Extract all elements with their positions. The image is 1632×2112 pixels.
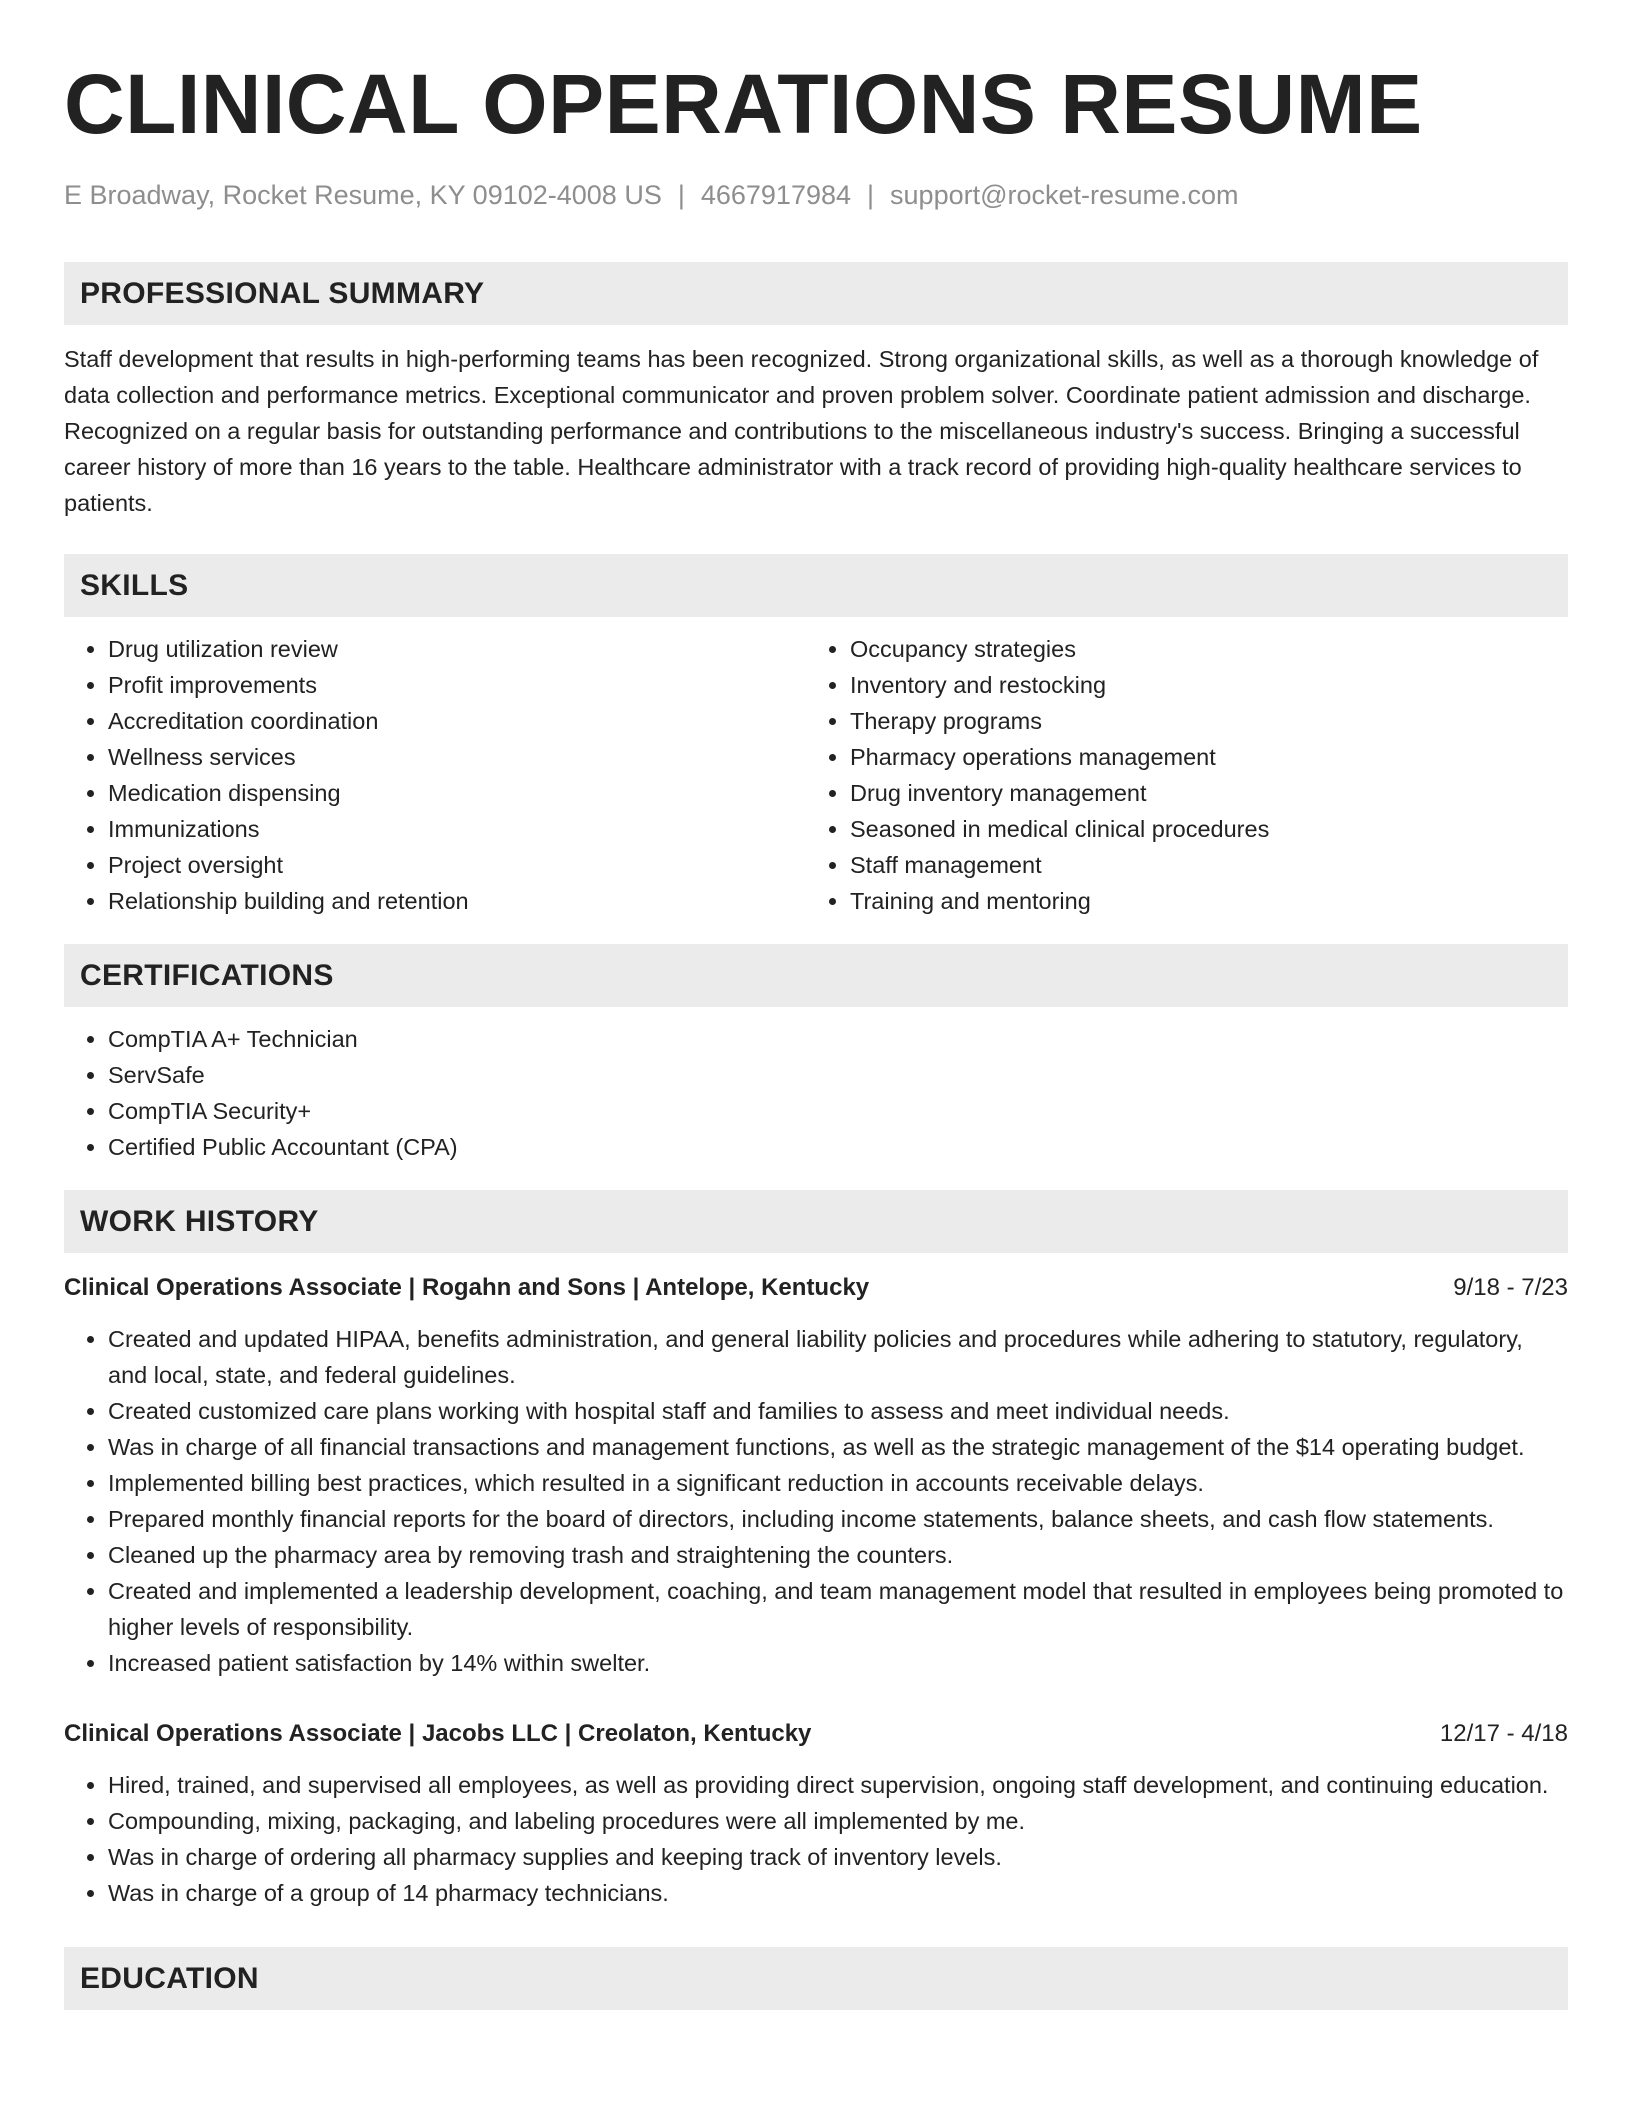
contact-email: support@rocket-resume.com [890,180,1239,210]
job-header [64,1271,1568,1305]
certification-item: • CompTIA Security+ [108,1093,1568,1129]
skill-item: • Training and mentoring [850,883,1548,919]
job-entry [64,1271,1568,1681]
contact-phone: 4667917984 [700,180,852,210]
skill-item: • Accreditation coordination [108,703,806,739]
skill-item: • Project oversight [108,847,806,883]
job-bullet: • Created and updated HIPAA, benefits administration, and general liability policies and procedures while adhering to statutory, regulatory, and local, state, and federal guidelines. [108,1321,1568,1393]
job-bullet: • Created and implemented a leadership development, coaching, and team management model that resulted in employees being promoted to higher levels of responsibility. [108,1573,1568,1645]
skill-item: • Immunizations [108,811,806,847]
job-bullet: • Compounding, mixing, packaging, and labeling procedures were all implemented by me. [108,1803,1568,1839]
job-bullet: • Prepared monthly financial reports for the board of directors, including income statements, balance sheets, and cash flow statements. [108,1501,1568,1537]
certification-item: • CompTIA A+ Technician [108,1021,1568,1057]
skills-column-right [806,631,1548,919]
skill-item: • Drug inventory management [850,775,1548,811]
section-header-certifications: CERTIFICATIONS [64,944,1568,1007]
job-dates: 12/17 - 4/18 [1439,1720,1568,1747]
job-title: Clinical Operations Associate | Jacobs LLC | Creolaton, Kentucky [64,1720,812,1747]
job-bullet: • Was in charge of ordering all pharmacy supplies and keeping track of inventory levels. [108,1839,1568,1875]
certifications-list [64,1021,1568,1165]
job-bullets [64,1321,1568,1681]
section-header-skills: SKILLS [64,554,1568,617]
job-bullet: • Created customized care plans working with hospital staff and families to assess and meet individual needs. [108,1393,1568,1429]
job-header [64,1717,1568,1751]
skills-column-left [64,631,806,919]
skill-item: • Occupancy strategies [850,631,1548,667]
job-bullet: • Hired, trained, and supervised all employees, as well as providing direct supervision, ongoing staff development, and continuing education. [108,1767,1568,1803]
section-header-summary: PROFESSIONAL SUMMARY [64,262,1568,325]
job-bullets [64,1767,1568,1911]
job-bullet: • Cleaned up the pharmacy area by removing trash and straightening the counters. [108,1537,1568,1573]
section-header-education: EDUCATION [64,1947,1568,2010]
contact-separator: | [867,180,875,210]
skill-item: • Wellness services [108,739,806,775]
skill-item: • Drug utilization review [108,631,806,667]
contact-separator: | [677,180,685,210]
job-bullet: • Increased patient satisfaction by 14% within swelter. [108,1645,1568,1681]
job-dates: 9/18 - 7/23 [1453,1274,1568,1301]
certification-item: • Certified Public Accountant (CPA) [108,1129,1568,1165]
skill-item: • Pharmacy operations management [850,739,1548,775]
job-title: Clinical Operations Associate | Rogahn and Sons | Antelope, Kentucky [64,1274,870,1301]
job-bullet: • Was in charge of all financial transactions and management functions, as well as the strategic management of the $14 operating budget. [108,1429,1568,1465]
skill-item: • Medication dispensing [108,775,806,811]
contact-address: E Broadway, Rocket Resume, KY 09102-4008 US [64,180,662,210]
skill-item: • Inventory and restocking [850,667,1548,703]
skills-grid [64,631,1568,919]
job-bullet: • Implemented billing best practices, which resulted in a significant reduction in accounts receivable delays. [108,1465,1568,1501]
skill-item: • Relationship building and retention [108,883,806,919]
contact-line [64,178,1568,212]
skill-item: • Therapy programs [850,703,1548,739]
skill-item: • Seasoned in medical clinical procedures [850,811,1548,847]
summary-text: Staff development that results in high-performing teams has been recognized. Strong organizational skills, as well as a thorough knowledge of data collection and performance metrics. Exceptional communicator and proven problem solver. Coordinate patient admission and discharge. Recognized on a regular basis for outstanding performance and contributions to the miscellaneous industry's success. Bringing a successful career history of more than 16 years to the table. Healthcare administrator with a track record of providing high-quality healthcare services to patients. [64,346,1539,516]
skill-item: • Profit improvements [108,667,806,703]
certification-item: • ServSafe [108,1057,1568,1093]
skill-item: • Staff management [850,847,1548,883]
job-bullet: • Was in charge of a group of 14 pharmacy technicians. [108,1875,1568,1911]
job-entry [64,1717,1568,1911]
resume-title: CLINICAL OPERATIONS RESUME [64,57,1423,151]
section-header-work-history: WORK HISTORY [64,1190,1568,1253]
